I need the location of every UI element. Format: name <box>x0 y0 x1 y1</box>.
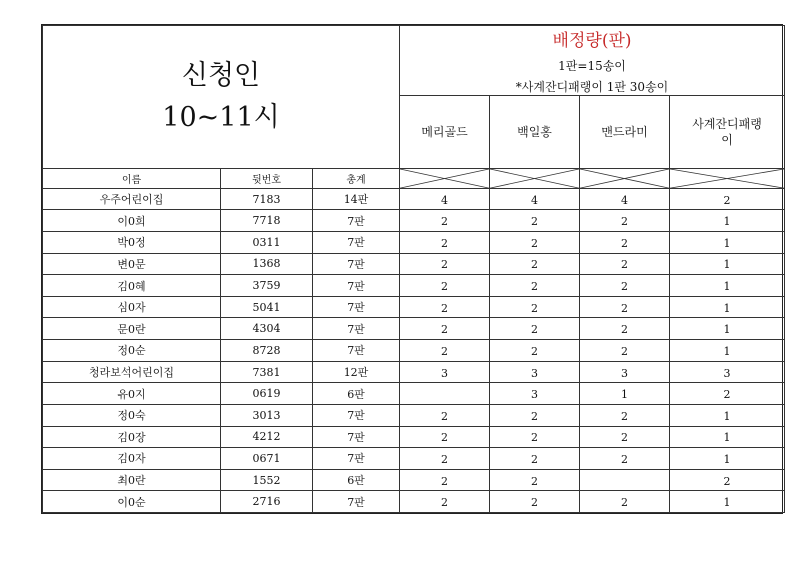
table-row <box>43 296 785 318</box>
phone-suffix: 0311 <box>221 232 313 254</box>
celosia-count: 2 <box>580 448 670 470</box>
dianthus-count: 1 <box>670 232 785 254</box>
marigold-count: 2 <box>400 296 490 318</box>
table-row <box>43 253 785 275</box>
zinnia-count: 2 <box>490 253 580 275</box>
phone-suffix: 5041 <box>221 296 313 318</box>
zinnia-count: 2 <box>490 491 580 513</box>
crossed-cell <box>670 168 785 188</box>
phone-suffix: 0671 <box>221 448 313 470</box>
zinnia-count: 3 <box>490 383 580 405</box>
zinnia-count: 2 <box>490 426 580 448</box>
marigold-count: 4 <box>400 188 490 210</box>
celosia-count <box>580 469 670 491</box>
variety-header-4: 사계잔디패랭 이 <box>670 96 785 168</box>
total-plates: 7판 <box>313 210 400 232</box>
total-plates: 7판 <box>313 404 400 426</box>
applicant-name: 심0자 <box>43 296 221 318</box>
phone-suffix: 1368 <box>221 253 313 275</box>
total-plates: 7판 <box>313 253 400 275</box>
zinnia-count: 2 <box>490 296 580 318</box>
table-row <box>43 275 785 297</box>
zinnia-count: 2 <box>490 232 580 254</box>
table-row <box>43 210 785 232</box>
applicant-name: 정0순 <box>43 340 221 362</box>
marigold-count: 2 <box>400 318 490 340</box>
marigold-count: 2 <box>400 491 490 513</box>
applicant-name: 김0장 <box>43 426 221 448</box>
celosia-count: 2 <box>580 210 670 232</box>
allocation-table <box>42 25 785 513</box>
zinnia-count: 4 <box>490 188 580 210</box>
dianthus-count: 1 <box>670 296 785 318</box>
table-row <box>43 448 785 470</box>
phone-suffix: 7718 <box>221 210 313 232</box>
table-row <box>43 469 785 491</box>
total-plates: 7판 <box>313 491 400 513</box>
applicant-name: 이0희 <box>43 210 221 232</box>
celosia-count: 2 <box>580 275 670 297</box>
total-plates: 7판 <box>313 296 400 318</box>
phone-suffix: 0619 <box>221 383 313 405</box>
celosia-count: 2 <box>580 491 670 513</box>
applicant-name: 김0혜 <box>43 275 221 297</box>
applicant-name: 유0지 <box>43 383 221 405</box>
applicant-name: 우주어린이집 <box>43 188 221 210</box>
variety-header-1: 메리골드 <box>400 96 490 168</box>
table-row <box>43 361 785 383</box>
phone-suffix: 8728 <box>221 340 313 362</box>
table-row <box>43 404 785 426</box>
phone-suffix: 1552 <box>221 469 313 491</box>
table-row <box>43 340 785 362</box>
applicant-header-cell <box>43 26 400 169</box>
time-slot: 10~11시 <box>162 101 280 133</box>
marigold-count: 2 <box>400 448 490 470</box>
phone-suffix: 7381 <box>221 361 313 383</box>
column-name-header: 이름 <box>43 168 221 188</box>
phone-suffix: 4304 <box>221 318 313 340</box>
phone-suffix: 2716 <box>221 491 313 513</box>
zinnia-count: 2 <box>490 340 580 362</box>
dianthus-count: 1 <box>670 448 785 470</box>
phone-suffix: 3013 <box>221 404 313 426</box>
dianthus-count: 1 <box>670 340 785 362</box>
applicant-name: 청라보석어린이집 <box>43 361 221 383</box>
zinnia-count: 2 <box>490 448 580 470</box>
marigold-count: 2 <box>400 253 490 275</box>
total-plates: 7판 <box>313 318 400 340</box>
total-plates: 7판 <box>313 275 400 297</box>
crossed-cell <box>490 168 580 188</box>
dianthus-count: 1 <box>670 253 785 275</box>
celosia-count: 2 <box>580 318 670 340</box>
allocation-title: 배정량(판) <box>552 31 632 52</box>
table-row <box>43 491 785 513</box>
zinnia-count: 3 <box>490 361 580 383</box>
dianthus-count: 1 <box>670 318 785 340</box>
total-plates: 7판 <box>313 232 400 254</box>
total-plates: 7판 <box>313 340 400 362</box>
variety-header-3: 맨드라미 <box>580 96 670 168</box>
applicant-name: 변0문 <box>43 253 221 275</box>
dianthus-count: 1 <box>670 275 785 297</box>
marigold-count: 3 <box>400 361 490 383</box>
table-row <box>43 232 785 254</box>
celosia-count: 1 <box>580 383 670 405</box>
dianthus-count: 2 <box>670 383 785 405</box>
celosia-count: 2 <box>580 404 670 426</box>
allocation-rule-1: 1판=15송이 <box>558 59 626 74</box>
phone-suffix: 3759 <box>221 275 313 297</box>
phone-suffix: 7183 <box>221 188 313 210</box>
marigold-count: 2 <box>400 426 490 448</box>
crossed-cell <box>400 168 490 188</box>
applicant-name: 이0순 <box>43 491 221 513</box>
header-row-top <box>43 26 785 96</box>
column-header-row <box>43 168 785 188</box>
celosia-count: 2 <box>580 232 670 254</box>
dianthus-count: 1 <box>670 491 785 513</box>
applicant-name: 최0란 <box>43 469 221 491</box>
celosia-count: 2 <box>580 340 670 362</box>
marigold-count: 2 <box>400 404 490 426</box>
zinnia-count: 2 <box>490 404 580 426</box>
celosia-count: 3 <box>580 361 670 383</box>
celosia-count: 2 <box>580 253 670 275</box>
applicant-name: 문0란 <box>43 318 221 340</box>
total-plates: 12판 <box>313 361 400 383</box>
allocation-header-cell <box>400 26 785 96</box>
dianthus-count: 1 <box>670 210 785 232</box>
column-total-header: 총계 <box>313 168 400 188</box>
table-row <box>43 188 785 210</box>
celosia-count: 2 <box>580 296 670 318</box>
total-plates: 6판 <box>313 469 400 491</box>
celosia-count: 4 <box>580 188 670 210</box>
zinnia-count: 2 <box>490 210 580 232</box>
marigold-count: 2 <box>400 210 490 232</box>
total-plates: 14판 <box>313 188 400 210</box>
variety-header-2: 백일홍 <box>490 96 580 168</box>
dianthus-count: 1 <box>670 426 785 448</box>
dianthus-count: 1 <box>670 404 785 426</box>
marigold-count: 2 <box>400 469 490 491</box>
crossed-cell <box>580 168 670 188</box>
zinnia-count: 2 <box>490 275 580 297</box>
allocation-sheet <box>41 24 783 514</box>
table-row <box>43 318 785 340</box>
applicant-name: 김0자 <box>43 448 221 470</box>
dianthus-count: 2 <box>670 469 785 491</box>
marigold-count: 2 <box>400 340 490 362</box>
marigold-count: 2 <box>400 232 490 254</box>
allocation-rule-2: *사계잔디패랭이 1판 30송이 <box>515 80 669 95</box>
total-plates: 7판 <box>313 426 400 448</box>
phone-suffix: 4212 <box>221 426 313 448</box>
marigold-count: 2 <box>400 275 490 297</box>
total-plates: 6판 <box>313 383 400 405</box>
applicant-name: 정0숙 <box>43 404 221 426</box>
column-phone-header: 뒷번호 <box>221 168 313 188</box>
applicant-title: 신청인 <box>181 59 261 91</box>
total-plates: 7판 <box>313 448 400 470</box>
dianthus-count: 3 <box>670 361 785 383</box>
applicant-name: 박0정 <box>43 232 221 254</box>
table-row <box>43 383 785 405</box>
marigold-count <box>400 383 490 405</box>
celosia-count: 2 <box>580 426 670 448</box>
zinnia-count: 2 <box>490 469 580 491</box>
data-rows <box>43 188 785 512</box>
table-row <box>43 426 785 448</box>
dianthus-count: 2 <box>670 188 785 210</box>
zinnia-count: 2 <box>490 318 580 340</box>
